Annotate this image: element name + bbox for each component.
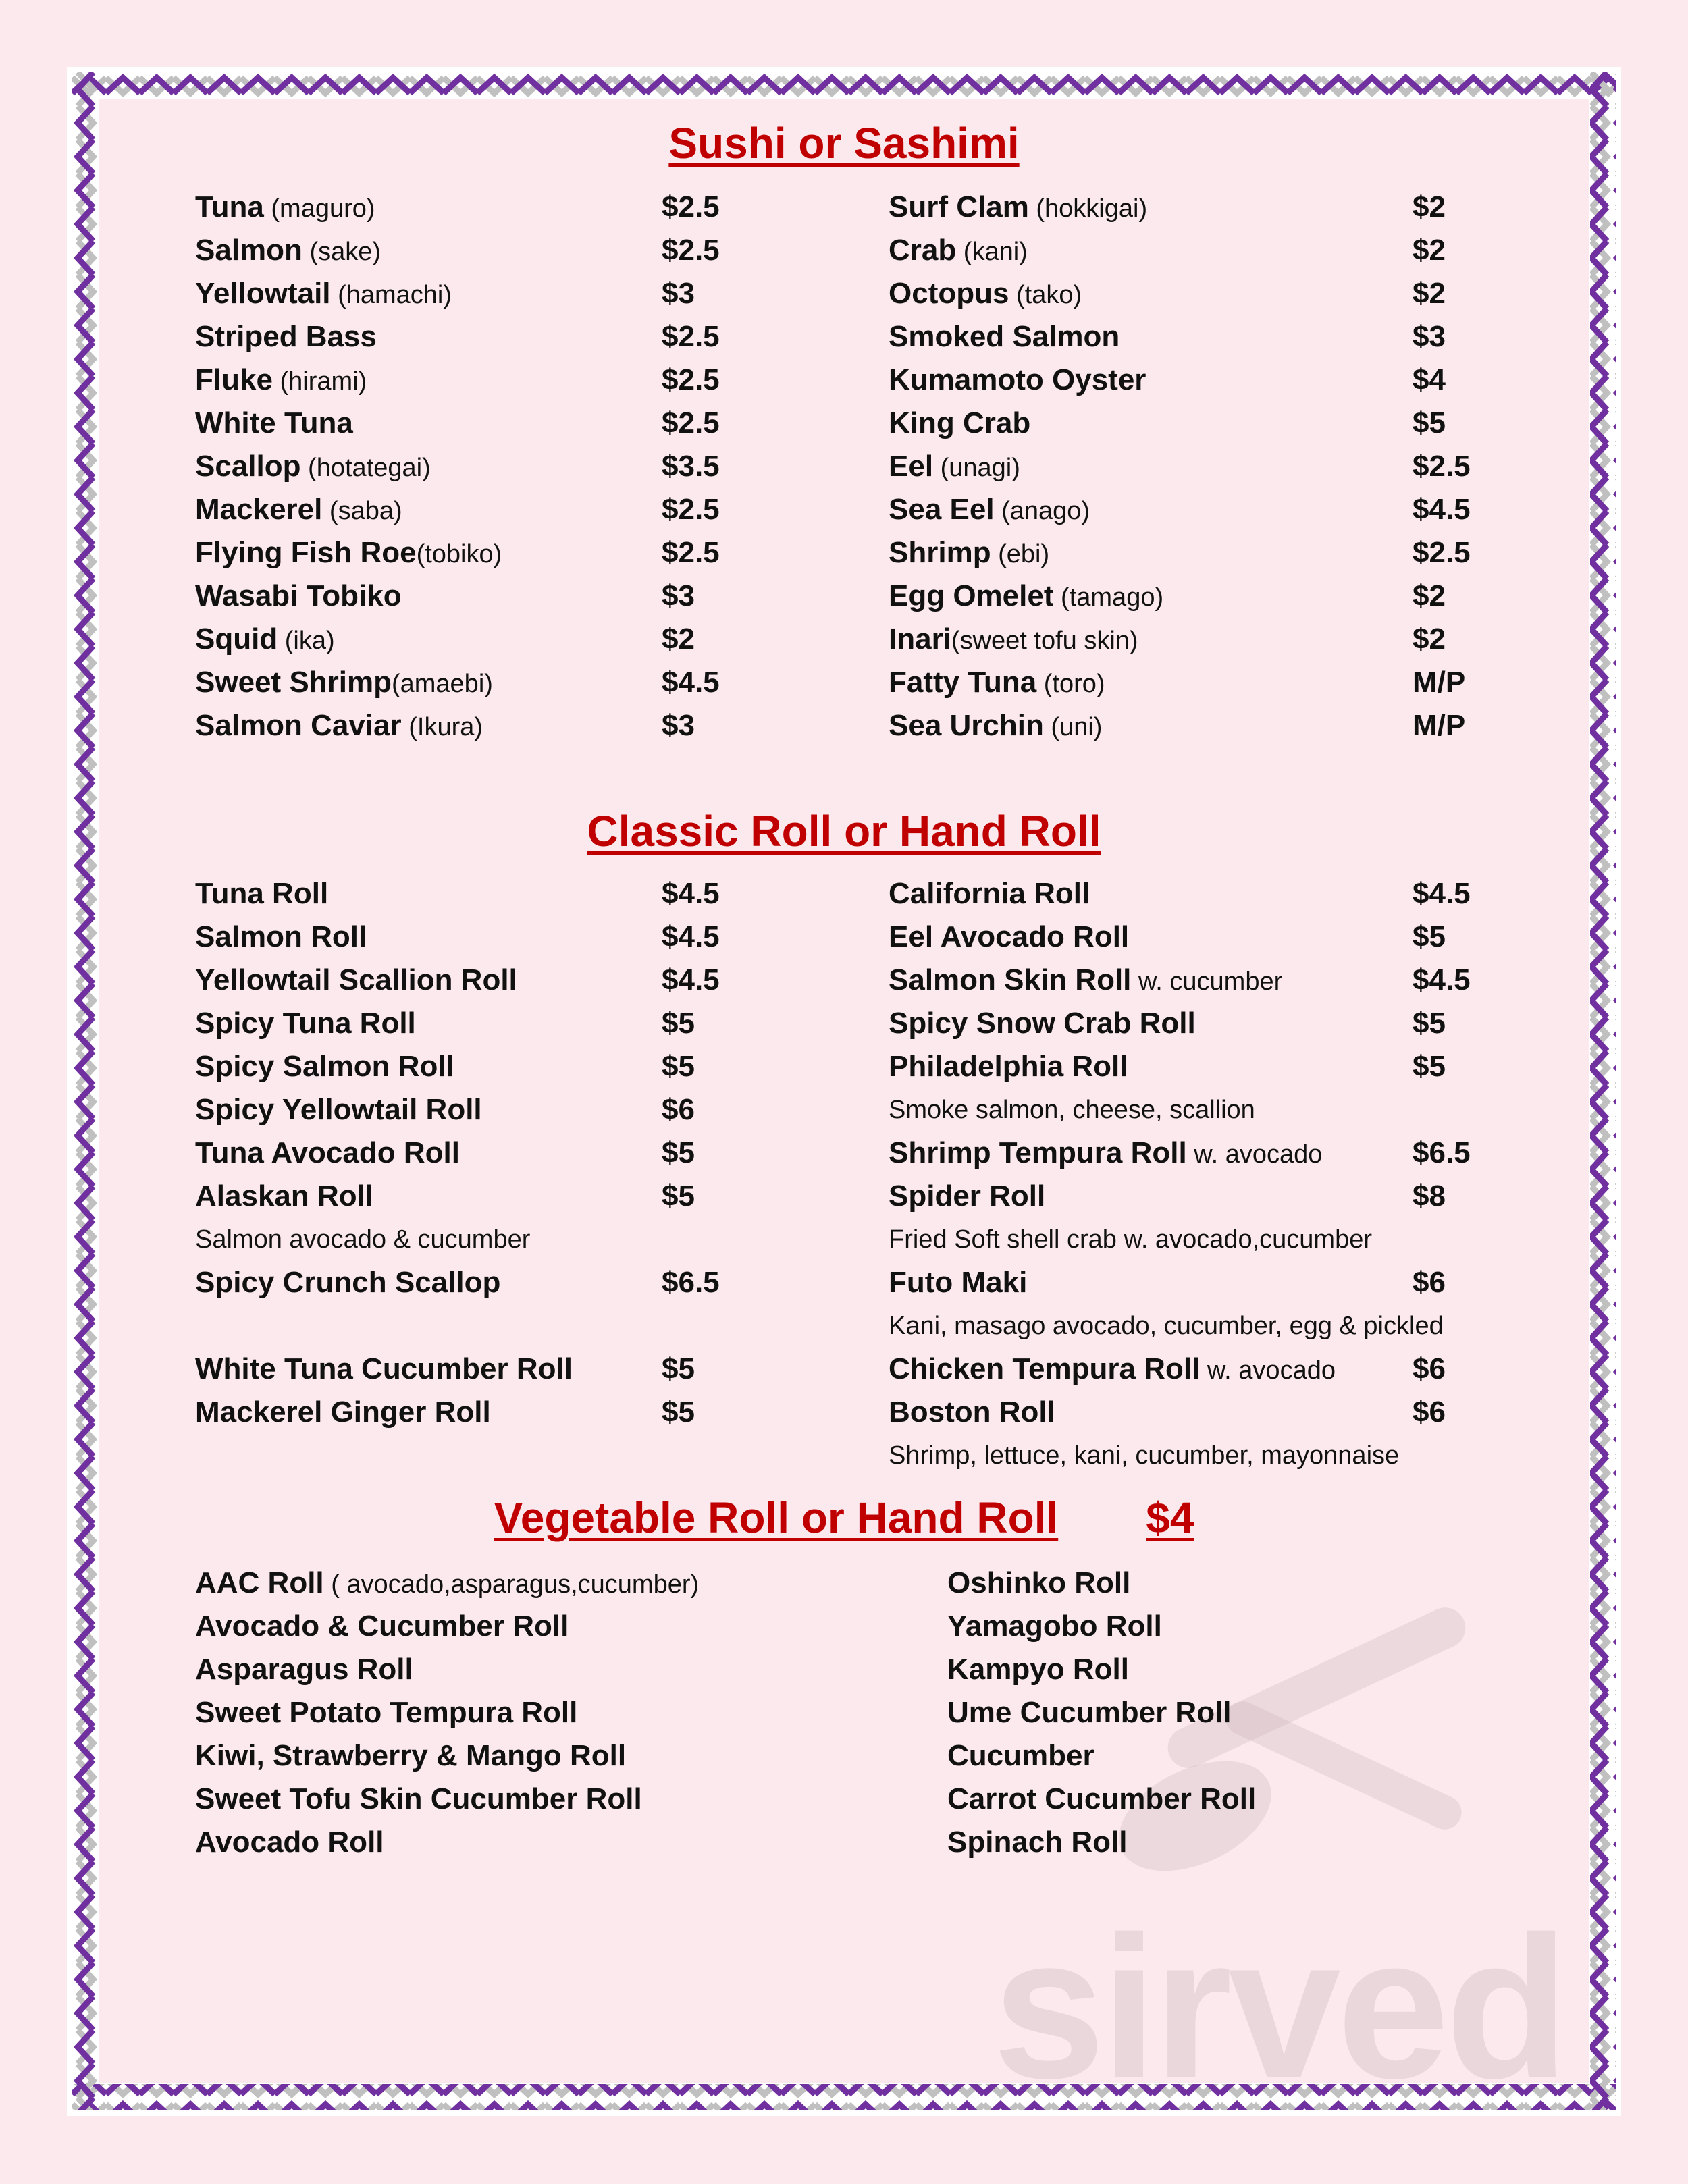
section-title-text: Vegetable Roll or Hand Roll <box>494 1493 1059 1542</box>
item-name: Chicken Tempura Roll <box>889 1352 1201 1385</box>
item-price: $2.5 <box>1413 450 1471 483</box>
item-name: Crab <box>889 234 957 267</box>
menu-item <box>889 488 1471 531</box>
item-name: Sweet Shrimp <box>195 666 392 699</box>
vegetable-right-column <box>947 1562 1256 1864</box>
item-price: $2 <box>1413 190 1446 223</box>
item-note: (unagi) <box>933 454 1020 482</box>
item-price: $2.5 <box>662 406 720 440</box>
menu-item <box>195 915 720 959</box>
menu-item <box>889 358 1446 402</box>
item-note: (hirami) <box>272 367 367 396</box>
item-name: Salmon Skin Roll <box>889 963 1132 996</box>
menu-item <box>889 1131 1471 1175</box>
item-price: $6.5 <box>662 1266 720 1299</box>
item-note: (maguro) <box>263 194 375 223</box>
item-name: Eel <box>889 450 934 483</box>
item-name: Smoked Salmon <box>889 320 1120 353</box>
menu-item <box>889 661 1466 704</box>
menu-item <box>889 618 1446 661</box>
menu-item <box>195 1821 699 1864</box>
menu-item <box>889 915 1444 959</box>
item-note: (sake) <box>302 238 381 266</box>
item-name: Kumamoto Oyster <box>889 363 1146 396</box>
item-name: Spicy Snow Crab Roll <box>889 1007 1196 1040</box>
item-name: Fluke <box>195 363 273 396</box>
item-price: $4.5 <box>1413 493 1471 526</box>
item-name: Yellowtail Scallion Roll <box>195 963 517 996</box>
item-note: (uni) <box>1043 713 1103 741</box>
item-name: Shrimp Tempura Roll <box>889 1136 1187 1169</box>
item-note: w. cucumber <box>1131 967 1283 996</box>
item-name: Octopus <box>889 277 1009 310</box>
item-name: White Tuna Cucumber Roll <box>195 1352 573 1385</box>
item-note: (hokkigai) <box>1028 194 1148 223</box>
menu-item <box>947 1821 1256 1864</box>
item-name: Yamagobo Roll <box>947 1609 1162 1643</box>
item-price: $2 <box>1413 622 1446 656</box>
item-note: w. avocado <box>1186 1140 1323 1169</box>
item-note: (sweet tofu skin) <box>951 627 1138 655</box>
item-name: AAC Roll <box>195 1566 324 1599</box>
item-name: Shrimp <box>889 536 991 569</box>
item-price: $2 <box>1413 234 1446 267</box>
menu-item <box>889 531 1471 575</box>
menu-item <box>195 1778 699 1821</box>
menu-item <box>889 872 1471 915</box>
item-name: Spinach Roll <box>947 1826 1128 1859</box>
item-note: ( avocado,asparagus,cucumber) <box>323 1570 700 1599</box>
menu-item <box>195 1175 695 1218</box>
item-price: $4.5 <box>1413 963 1471 996</box>
item-name: Surf Clam <box>889 190 1029 223</box>
classic-left-column <box>195 872 720 1434</box>
item-name: Salmon Caviar <box>195 709 402 742</box>
menu-item <box>195 959 720 1002</box>
item-price: $3 <box>1413 320 1446 353</box>
item-name: Salmon Roll <box>195 920 367 953</box>
item-name: Fatty Tuna <box>889 666 1037 699</box>
menu-item <box>195 1002 695 1045</box>
item-name: Spicy Tuna Roll <box>195 1007 416 1040</box>
item-price: M/P <box>1413 709 1466 742</box>
item-description <box>889 1434 1444 1477</box>
menu-item <box>195 229 720 272</box>
menu-item <box>947 1691 1256 1734</box>
item-name: Salmon <box>195 234 302 267</box>
item-price: $5 <box>1413 920 1446 953</box>
item-name: Mackerel <box>195 493 323 526</box>
item-name: Spicy Crunch Scallop <box>195 1266 501 1299</box>
item-name: White Tuna <box>195 406 353 440</box>
item-price: $4.5 <box>662 920 720 953</box>
menu-item <box>195 1734 699 1778</box>
menu-item <box>195 1648 699 1691</box>
menu-item <box>947 1734 1256 1778</box>
item-name: Sea Eel <box>889 493 995 526</box>
item-price: M/P <box>1413 666 1466 699</box>
description-text: Fried Soft shell crab w. avocado,cucumber <box>889 1225 1373 1254</box>
item-price: $4 <box>1413 363 1446 396</box>
item-price: $2.5 <box>662 536 720 569</box>
item-name: Sweet Tofu Skin Cucumber Roll <box>195 1782 642 1815</box>
item-price: $6.5 <box>1413 1136 1471 1169</box>
section-title-classic-roll <box>0 804 1688 858</box>
section-title-vegetable-roll <box>0 1491 1688 1545</box>
vegetable-roll-price: $4 <box>1146 1493 1194 1542</box>
menu-item <box>195 661 720 704</box>
item-name: Tuna Roll <box>195 877 329 910</box>
menu-item <box>195 1088 695 1131</box>
item-name: Tuna Avocado Roll <box>195 1136 460 1169</box>
menu-item <box>195 1045 695 1088</box>
item-price: $3 <box>662 579 695 612</box>
item-price: $5 <box>662 1352 695 1385</box>
item-name: Asparagus Roll <box>195 1653 413 1686</box>
item-price: $5 <box>1413 1050 1446 1083</box>
item-price: $2.5 <box>662 320 720 353</box>
item-price: $4.5 <box>662 963 720 996</box>
menu-item <box>947 1778 1256 1821</box>
item-name: Mackerel Ginger Roll <box>195 1395 491 1429</box>
item-price: $5 <box>662 1050 695 1083</box>
item-price: $3.5 <box>662 450 720 483</box>
description-text: Smoke salmon, cheese, scallion <box>889 1096 1255 1124</box>
item-name: Ume Cucumber Roll <box>947 1696 1232 1729</box>
description-text: Salmon avocado & cucumber <box>195 1225 531 1254</box>
menu-item <box>889 402 1446 445</box>
item-price: $3 <box>662 277 695 310</box>
menu-item <box>195 531 720 575</box>
description-text: Shrimp, lettuce, kani, cucumber, mayonnaise <box>889 1441 1400 1470</box>
menu-item <box>195 402 720 445</box>
section-title-underline <box>494 1493 1194 1542</box>
blank-row <box>195 1304 573 1348</box>
item-price: $4.5 <box>1413 877 1471 910</box>
menu-item <box>195 358 720 402</box>
menu-item <box>195 575 695 618</box>
item-name: Cucumber <box>947 1739 1094 1772</box>
item-name: King Crab <box>889 406 1031 440</box>
item-note: (kani) <box>956 238 1028 266</box>
item-price: $2 <box>662 622 695 656</box>
item-name: Wasabi Tobiko <box>195 579 402 612</box>
item-name: Boston Roll <box>889 1395 1055 1429</box>
menu-item <box>889 315 1446 358</box>
item-price: $8 <box>1413 1179 1446 1213</box>
menu-item <box>195 618 695 661</box>
item-price: $5 <box>662 1395 695 1429</box>
item-price: $4.5 <box>662 666 720 699</box>
menu-item <box>195 1348 695 1391</box>
item-name: Sea Urchin <box>889 709 1044 742</box>
item-name: Striped Bass <box>195 320 377 353</box>
item-price: $2 <box>1413 277 1446 310</box>
item-name: Futo Maki <box>889 1266 1028 1299</box>
menu-item <box>195 1131 695 1175</box>
item-description <box>889 1088 1444 1131</box>
item-name: Kiwi, Strawberry & Mango Roll <box>195 1739 627 1772</box>
item-description <box>195 1218 573 1261</box>
item-note: (tako) <box>1009 281 1082 309</box>
section-title-text: Classic Roll or Hand Roll <box>587 807 1101 855</box>
item-name: California Roll <box>889 877 1090 910</box>
item-description <box>889 1218 1444 1261</box>
sirved-watermark-logo: sirved <box>993 1894 1565 2121</box>
menu-item <box>947 1648 1256 1691</box>
item-name: Avocado Roll <box>195 1826 384 1859</box>
menu-item <box>947 1562 1256 1605</box>
menu-item <box>889 229 1446 272</box>
classic-right-column <box>889 872 1471 1477</box>
item-name: Spicy Yellowtail Roll <box>195 1093 482 1126</box>
menu-item <box>195 1562 699 1605</box>
item-name: Inari <box>889 622 951 656</box>
item-price: $6 <box>1413 1395 1446 1429</box>
item-note: (hamachi) <box>330 281 452 309</box>
menu-item <box>195 1261 720 1304</box>
item-note: (toro) <box>1036 670 1105 698</box>
item-name: Alaskan Roll <box>195 1179 374 1213</box>
menu-item <box>947 1605 1256 1648</box>
item-name: Avocado & Cucumber Roll <box>195 1609 569 1643</box>
item-price: $5 <box>1413 1007 1446 1040</box>
item-price: $3 <box>662 709 695 742</box>
item-name: Tuna <box>195 190 264 223</box>
item-name: Spicy Salmon Roll <box>195 1050 454 1083</box>
item-name: Yellowtail <box>195 277 331 310</box>
item-note: (ika) <box>278 627 335 655</box>
item-price: $2.5 <box>662 234 720 267</box>
menu-item <box>195 445 720 488</box>
menu-item <box>195 872 720 915</box>
item-price: $5 <box>662 1179 695 1213</box>
item-name: Eel Avocado Roll <box>889 920 1130 953</box>
section-title-text: Sushi or Sashimi <box>668 119 1020 167</box>
item-name: Spider Roll <box>889 1179 1046 1213</box>
menu-item <box>889 1261 1444 1304</box>
menu-item <box>889 186 1446 229</box>
item-name: Scallop <box>195 450 301 483</box>
vegetable-left-column <box>195 1562 699 1864</box>
menu-item <box>889 1175 1444 1218</box>
item-note: (saba) <box>322 497 402 525</box>
item-name: Philadelphia Roll <box>889 1050 1128 1083</box>
item-note: w. avocado <box>1200 1356 1336 1385</box>
item-note: (Ikura) <box>401 713 483 741</box>
menu-item <box>195 186 720 229</box>
menu-item <box>889 1348 1444 1391</box>
item-name: Flying Fish Roe <box>195 536 417 569</box>
item-note: (ebi) <box>991 540 1050 568</box>
menu-item <box>889 272 1446 315</box>
item-name: Kampyo Roll <box>947 1653 1129 1686</box>
item-description <box>889 1304 1444 1348</box>
item-name: Sweet Potato Tempura Roll <box>195 1696 578 1729</box>
item-price: $6 <box>1413 1352 1446 1385</box>
menu-item <box>889 1391 1444 1434</box>
item-note: (hotategai) <box>300 454 431 482</box>
menu-item <box>889 1002 1444 1045</box>
item-price: $6 <box>1413 1266 1446 1299</box>
item-name: Carrot Cucumber Roll <box>947 1782 1257 1815</box>
menu-item <box>195 272 695 315</box>
menu-item <box>195 315 720 358</box>
menu-item <box>889 959 1471 1002</box>
item-price: $2.5 <box>662 363 720 396</box>
item-name: Oshinko Roll <box>947 1566 1131 1599</box>
description-text: Kani, masago avocado, cucumber, egg & pickled <box>889 1312 1444 1340</box>
item-note: (tamago) <box>1053 583 1164 612</box>
item-price: $5 <box>1413 406 1446 440</box>
menu-item <box>889 575 1446 618</box>
item-price: $2 <box>1413 579 1446 612</box>
sushi-right-column <box>889 186 1471 747</box>
sushi-left-column <box>195 186 720 747</box>
item-price: $4.5 <box>662 877 720 910</box>
item-note: (amaebi) <box>391 670 493 698</box>
menu-item <box>195 704 695 747</box>
item-price: $2.5 <box>662 190 720 223</box>
item-name: Squid <box>195 622 278 656</box>
section-title-sushi-sashimi <box>0 116 1688 170</box>
item-price: $2.5 <box>662 493 720 526</box>
item-name: Egg Omelet <box>889 579 1054 612</box>
item-price: $2.5 <box>1413 536 1471 569</box>
item-price: $5 <box>662 1007 695 1040</box>
menu-item <box>195 488 720 531</box>
item-price: $5 <box>662 1136 695 1169</box>
menu-item <box>889 445 1471 488</box>
menu-item <box>195 1691 699 1734</box>
menu-item <box>889 1045 1444 1088</box>
menu-item <box>889 704 1466 747</box>
menu-item <box>195 1605 699 1648</box>
item-price: $6 <box>662 1093 695 1126</box>
item-note: (tobiko) <box>416 540 502 568</box>
menu-item <box>195 1391 695 1434</box>
item-note: (anago) <box>994 497 1090 525</box>
